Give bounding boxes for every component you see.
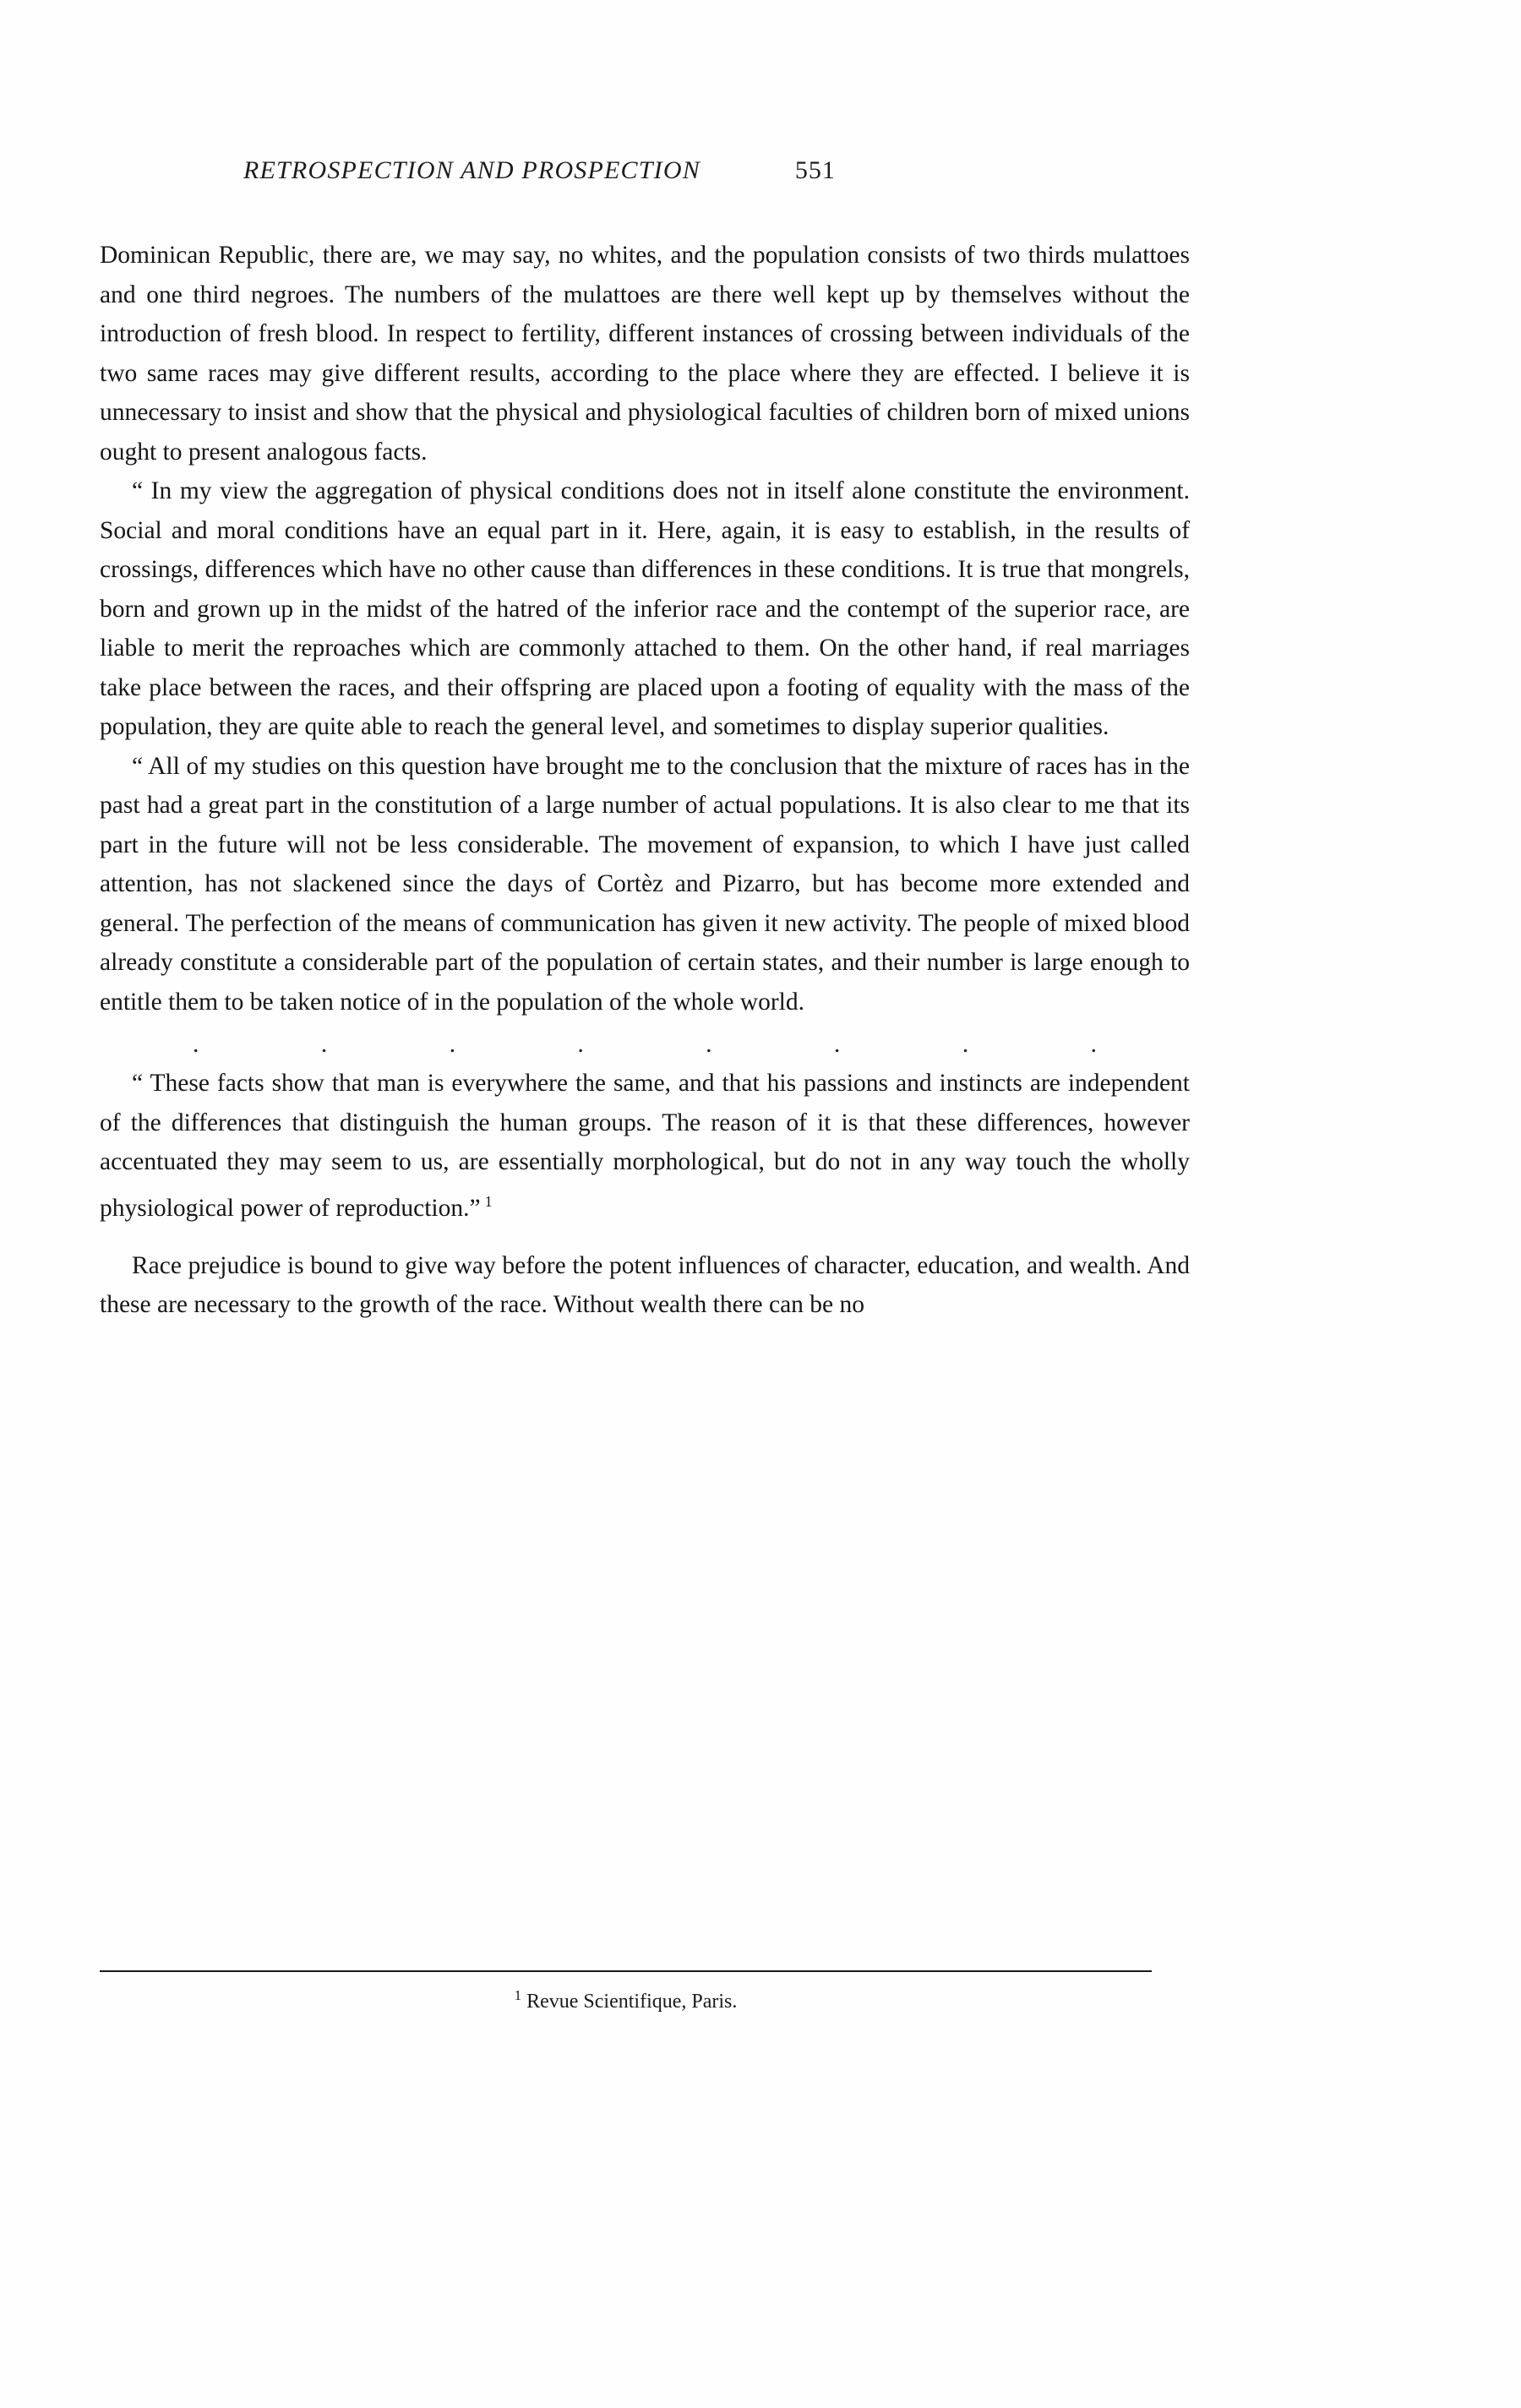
page-content <box>100 156 1190 1325</box>
separator-dot: . <box>320 1030 328 1058</box>
separator-dot: . <box>833 1030 841 1058</box>
paragraph-3: “ All of my studies on this question have brought me to the conclusion that the mixture of races has in the past had a great part in the constitution of a large number of actual populations. It is also clear to me that its part in the future will not be less considerable. The movement of expansion, to which I have just called attention, has not slackened since the days of Cortèz and Pizarro, but has become more extended and general. The perfection of the means of communication has given it new activity. The people of mixed blood already constitute a considerable part of the population of certain states, and their number is large enough to entitle them to be taken notice of in the population of the whole world. <box>100 752 1190 1016</box>
decorative-dot-separator <box>100 1030 1190 1059</box>
paragraph-5: Race prejudice is bound to give way before the potent influences of character, education, and wealth. And these are necessary to the growth of the race. Without wealth there can be no <box>100 1251 1190 1319</box>
running-head-title: RETROSPECTION AND PROSPECTION <box>243 156 701 184</box>
separator-dot: . <box>1090 1030 1097 1058</box>
footnote-divider <box>100 1970 1152 1972</box>
paragraph-4 <box>100 1064 1190 1228</box>
paragraph-4-text: “ These facts show that man is everywhere the same, and that his passions and instincts are independent of the differences that distinguish the human groups. The reason of it is that these differences, however accentuated they may seem to us, are essentially morphological, but do not in any way touch the wholly physiological power of reproduction.” <box>100 1070 1190 1222</box>
separator-dot: . <box>962 1030 969 1058</box>
footnote-text: Revue Scientifique, Paris. <box>526 1991 738 2013</box>
footnote <box>100 1981 1152 2016</box>
separator-dot: . <box>193 1030 199 1058</box>
running-head <box>100 156 1190 185</box>
separator-dot: . <box>449 1030 456 1058</box>
paragraph-1: Dominican Republic, there are, we may say, no whites, and the population consists of two thirds mulattoes and one third negroes. The numbers of the mulattoes are there well kept up by themselves without the introduction of fresh blood. In respect to fertility, different instances of crossing between individuals of the two same races may give different results, according to the place where they are effected. I believe it is unnecessary to insist and show that the physical and physiological faculties of children born of mixed unions ought to present analogous facts. <box>100 242 1190 466</box>
page-number: 551 <box>794 156 836 184</box>
paragraph-2: “ In my view the aggregation of physical conditions does not in itself alone constitute the environment. Social and moral conditions have an equal part in it. Here, again, it is easy to establish, in the results of crossings, differences which have no other cause than differences in these conditions. It is true that mongrels, born and grown up in the midst of the hatred of the inferior race and the contempt of the superior race, are liable to merit the reproaches which are commonly attached to them. On the other hand, if real marriages take place between the races, and their offspring are placed upon a footing of equality with the mass of the population, they are quite able to reach the general level, and sometimes to display superior qualities. <box>100 477 1190 740</box>
body-text <box>100 236 1190 1325</box>
footnote-marker: 1 <box>514 1987 522 2003</box>
separator-dot: . <box>577 1030 584 1058</box>
separator-dot: . <box>706 1030 712 1058</box>
footnote-reference-marker: 1 <box>484 1192 493 1210</box>
